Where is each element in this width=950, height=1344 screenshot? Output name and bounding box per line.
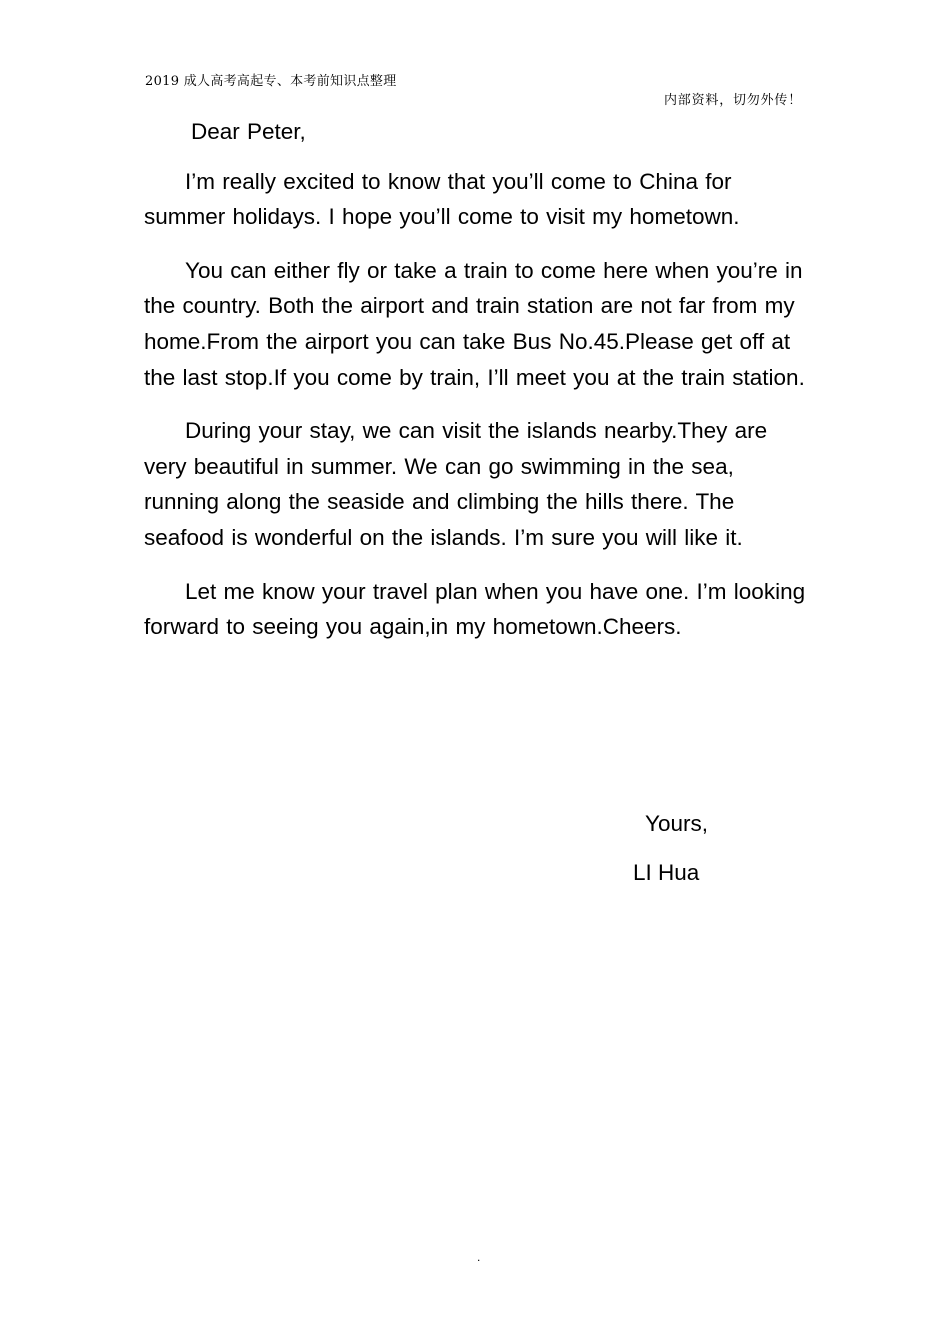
paragraph-3: During your stay, we can visit the islands nearby.They are very beautiful in summer. We can go swimming in the sea, running along the seaside and climbing the hills there. The seafood is wonderful on the islands. I’m sure you will like it.	[144, 418, 768, 550]
closing: Yours,	[645, 811, 708, 836]
signature: LI Hua	[633, 860, 700, 885]
header-left: 2019 成人高考高起专、本考前知识点整理	[145, 74, 397, 89]
footer-mark: .	[477, 1250, 481, 1264]
paragraph-1: I’m really excited to know that you’ll come to China for summer holidays. I hope you’ll come to visit my hometown.	[144, 168, 740, 230]
header-right: 内部资料，切勿外传！	[664, 93, 803, 108]
salutation: Dear Peter,	[191, 119, 306, 144]
letter-body	[144, 114, 812, 663]
paragraph-4: Let me know your travel plan when you have one. I’m looking forward to seeing you again,in my hometown.Cheers.	[144, 578, 806, 640]
paragraph-2: You can either fly or take a train to come here when you’re in the country. Both the airport and train station are not far from my home.From the airport you can take Bus No.45.Please get off at the last stop.If you come by train, I’ll meet you at the train station.	[144, 257, 805, 390]
